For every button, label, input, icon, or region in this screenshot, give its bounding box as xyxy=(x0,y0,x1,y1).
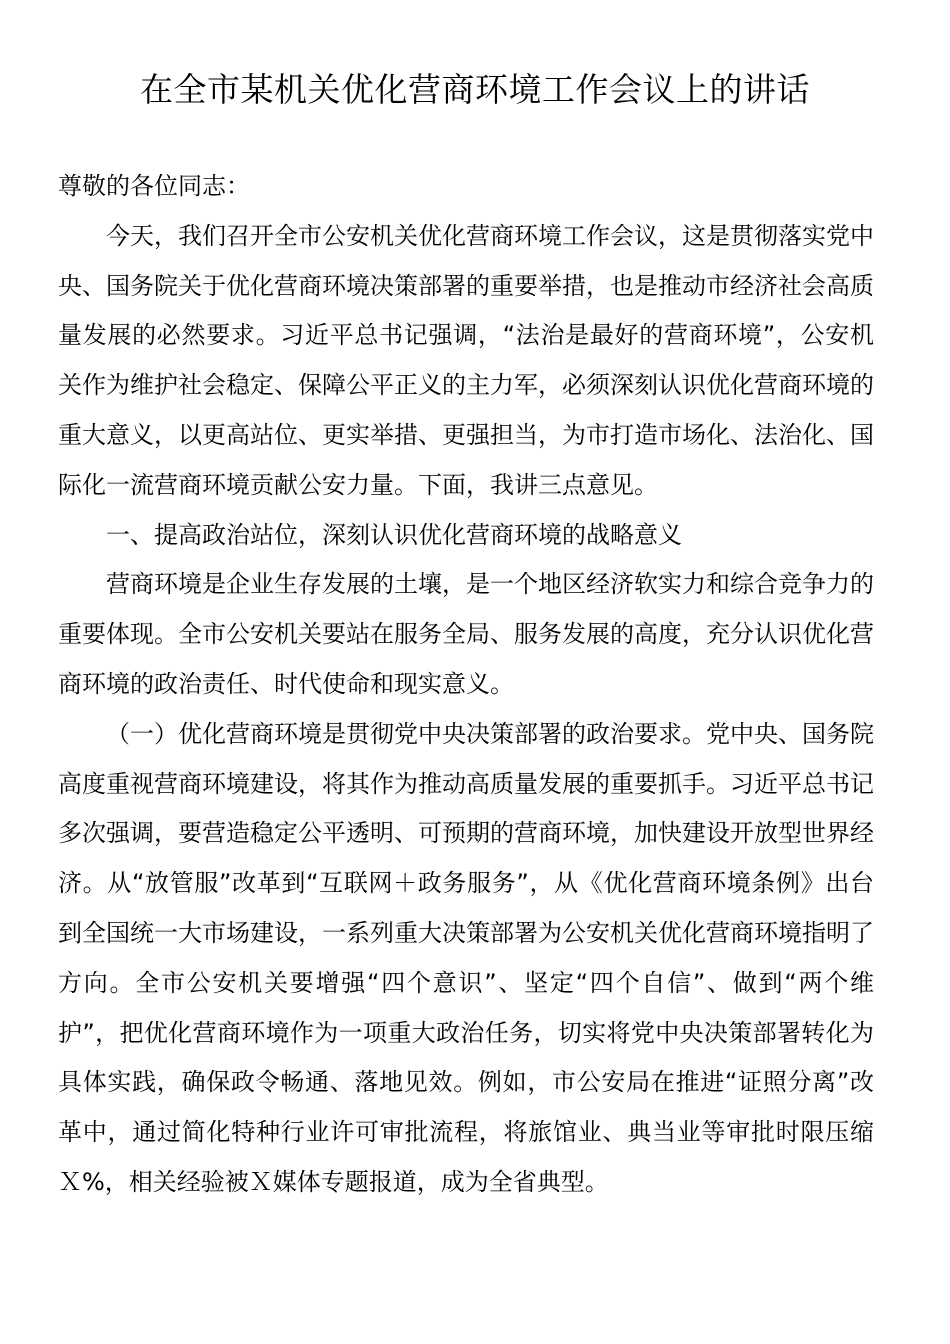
document-title: 在全市某机关优化营商环境工作会议上的讲话 xyxy=(140,70,810,109)
paragraph-intro: 今天，我们召开全市公安机关优化营商环境工作会议，这是贯彻落实党中央、国务院关于优化营商环境决策部署的重要举措，也是推动市经济社会高质量发展的必然要求。习近平总书记强调，“法治是最好的营商环境”，公安机关作为维护社会稳定、保障公平正义的主力军，必须深刻认识优化营商环境的重大意义，以更高站位、更实举措、更强担当，为市打造市场化、法治化、国际化一流营商环境贡献公安力量。下面，我讲三点意见。 xyxy=(58,221,874,499)
document-body xyxy=(58,162,874,1208)
section-heading-one: 一、提高政治站位，深刻认识优化营商环境的战略意义 xyxy=(106,520,682,549)
paragraph-section-one-intro: 营商环境是企业生存发展的土壤，是一个地区经济软实力和综合竞争力的重要体现。全市公安机关要站在服务全局、服务发展的高度，充分认识优化营商环境的政治责任、时代使命和现实意义。 xyxy=(58,570,874,698)
paragraph-subsection-one: （一）优化营商环境是贯彻党中央决策部署的政治要求。党中央、国务院高度重视营商环境建设，将其作为推动高质量发展的重要抓手。习近平总书记多次强调，要营造稳定公平透明、可预期的营商环境，加快建设开放型世界经济。从“放管服”改革到“互联网＋政务服务”，从《优化营商环境条例》出台到全国统一大市场建设，一系列重大决策部署为公安机关优化营商环境指明了方向。全市公安机关要增强“四个意识”、坚定“四个自信”、做到“两个维护”，把优化营商环境作为一项重大政治任务，切实将党中央决策部署转化为具体实践，确保政令畅通、落地见效。例如，市公安局在推进“证照分离”改革中，通过简化特种行业许可审批流程，将旅馆业、典当业等审批时限压缩Ｘ%，相关经验被Ｘ媒体专题报道，成为全省典型。 xyxy=(58,719,874,1196)
salutation: 尊敬的各位同志： xyxy=(58,172,250,200)
